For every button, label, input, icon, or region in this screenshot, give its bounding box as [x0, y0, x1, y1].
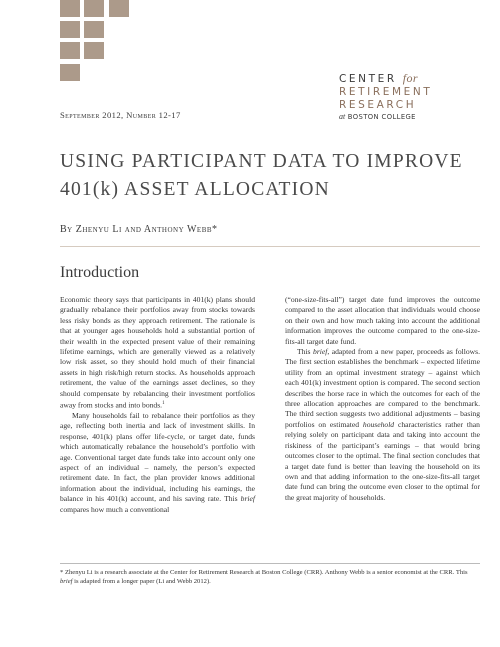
footnote	[60, 568, 480, 586]
logo-at: at	[339, 112, 346, 121]
decor-tile	[60, 42, 80, 59]
decor-tile	[60, 64, 80, 81]
paragraph-text: This	[297, 347, 311, 357]
emphasis: household	[362, 419, 395, 429]
paragraph-text: (“one-size-fits-all”) target date fund improves the outcome compared to the asset allocation that individuals would choose on their own and how much taking into account the additional information improves the outcome compared to the one-size-fits-all target date fund.	[285, 295, 480, 346]
text-column-left	[60, 295, 255, 515]
paragraph-text: , adapted from a new paper, proceeds as follows. The first section establishes the benchmark – expected lifetime utility from an optimal investment strategy – against which each 401(k) investment option is compared. The second section describes the horse race in which the outcomes for each of the three allocation approaches are compared to the benchmark. The third section suggests two additional adjustments – basing portfolios on estimated	[285, 347, 480, 429]
footnote-text: is adapted from a longer paper (Li and Webb 2012).	[74, 578, 211, 585]
paragraph-text: Economic theory says that participants in 401(k) plans should gradually rebalance their portfolios away from stocks towards less risky bonds as they approach retirement. The rationale is that at younger ages households hold a substantial portion of their wealth in the expected present value of their remaining lifetime earnings, which are generally viewed as a relatively low risk asset, so they should hold much of their financial assets in high risk/high return stocks. As households approach retirement, the value of the earnings asset declines, so they should compensate by rebalancing their investment portfolios away from stocks and into bonds.	[60, 295, 255, 410]
emphasis: brief	[313, 347, 328, 357]
logo-boston-college: BOSTON COLLEGE	[347, 113, 416, 121]
logo-center: CENTER	[339, 73, 397, 85]
authors-line: By Zhenyu Li and Anthony Webb*	[60, 224, 218, 235]
paragraph	[60, 295, 255, 411]
page-title	[60, 148, 480, 204]
decor-tile	[84, 0, 104, 17]
footnote-ref: 1	[162, 401, 165, 407]
decor-tile	[60, 0, 80, 17]
decor-tile	[109, 0, 129, 17]
paragraph-text: characteristics rather than relying solely on participant data and taking into account the riskiness of the participant’s earnings – that would bring outcomes closer to the optimal. The final section concludes that a target date fund is better than leaving the household on its own and that adding information to the one-size-fits-all target date fund can bring the outcome even closer to the optimal for the great majority of households.	[285, 419, 480, 502]
decor-tile	[84, 42, 104, 59]
decor-tile	[84, 21, 104, 38]
paragraph	[285, 347, 480, 503]
crr-logo	[339, 71, 479, 121]
title-line-1: USING PARTICIPANT DATA TO IMPROVE	[60, 151, 463, 172]
divider-rule	[60, 246, 480, 247]
logo-retirement: RETIREMENT	[339, 86, 433, 98]
paragraph-text: Many households fail to rebalance their portfolios as they age, reflecting both inertia and lack of investment skills. In response, 401(k) plans offer life-cycle, or target date, funds which automatically rebalance the household’s portfolio with age. Conventional target date funds take into account only one aspect of an individual – namely, the person’s expected retirement date. In fact, the plan provider knows additional information about the individual, including his earnings, the balance in his 401(k) account, and his saving rate. This	[60, 411, 255, 504]
emphasis: brief	[60, 578, 73, 585]
title-line-2: 401(k) ASSET ALLOCATION	[60, 179, 330, 200]
logo-research: RESEARCH	[339, 99, 417, 111]
logo-for: for	[402, 71, 418, 85]
paragraph-text: compares how much a conventional	[60, 504, 170, 514]
issue-line: September 2012, Number 12-17	[60, 110, 181, 120]
paragraph	[60, 411, 255, 515]
paragraph	[285, 295, 480, 347]
emphasis: brief	[240, 494, 256, 504]
section-heading: Introduction	[60, 264, 140, 281]
text-column-right	[285, 295, 480, 503]
decor-tile	[60, 21, 80, 38]
footnote-text: * Zhenyu Li is a research associate at the Center for Retirement Research at Boston College (CRR). Anthony Webb is a senior economist at the CRR. This	[60, 569, 468, 576]
footnote-rule	[60, 563, 480, 564]
